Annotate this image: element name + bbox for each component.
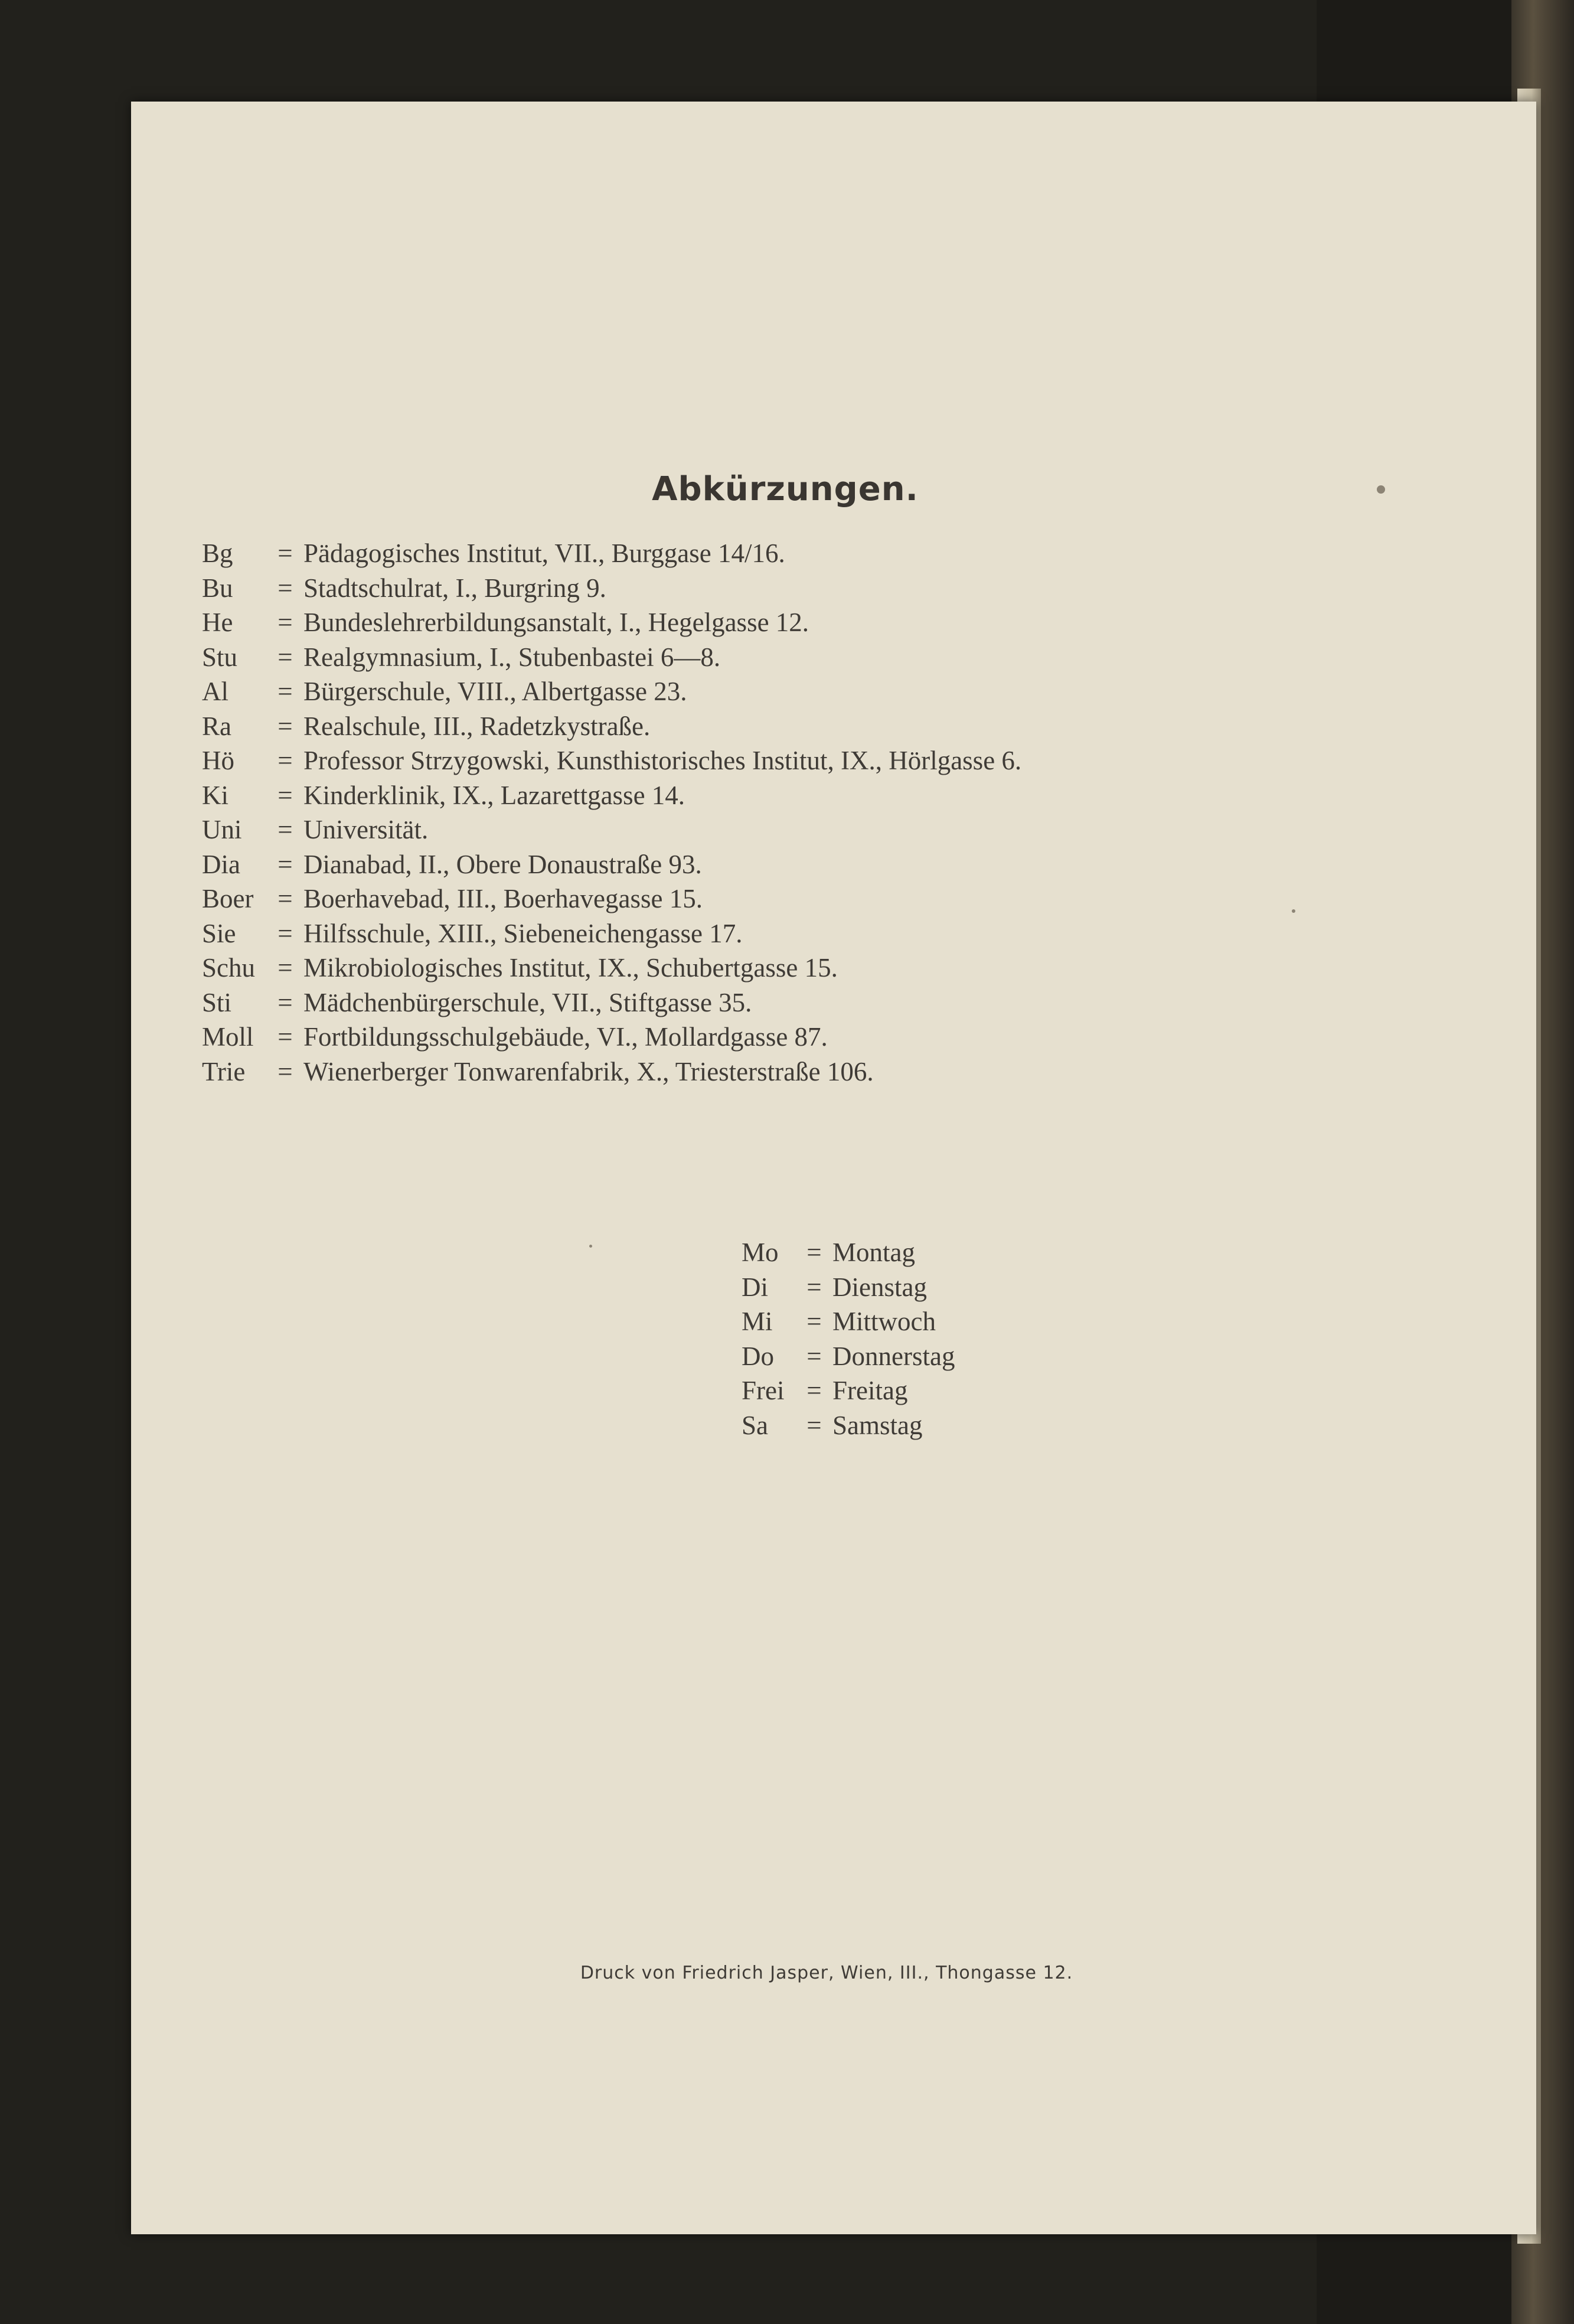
weekday-row xyxy=(742,1408,955,1443)
weekday-name: Montag xyxy=(832,1238,915,1267)
abbreviation-row xyxy=(202,951,1021,985)
abbreviation-meaning: Fortbildungsschulgebäude, VI., Mollardgasse 87. xyxy=(303,1022,828,1052)
weekday-name: Mittwoch xyxy=(832,1307,936,1336)
equals-sign: = xyxy=(277,573,293,603)
weekday-row xyxy=(742,1373,955,1408)
equals-sign: = xyxy=(277,953,293,983)
equals-sign: = xyxy=(277,884,293,913)
abbreviation-code: Ra xyxy=(202,711,231,741)
abbreviation-row xyxy=(202,536,1021,571)
abbreviation-code: He xyxy=(202,608,233,637)
abbreviation-row xyxy=(202,709,1021,744)
abbreviation-code: Moll xyxy=(202,1022,254,1052)
equals-sign: = xyxy=(277,677,293,706)
equals-sign: = xyxy=(277,1056,293,1086)
equals-sign: = xyxy=(277,608,293,637)
equals-sign: = xyxy=(277,987,293,1017)
abbreviation-row xyxy=(202,1055,1021,1089)
abbreviation-row xyxy=(202,743,1021,778)
abbreviation-row xyxy=(202,605,1021,640)
equals-sign: = xyxy=(277,711,293,741)
abbreviation-code: Sti xyxy=(202,987,232,1017)
paper-speck xyxy=(1377,485,1385,494)
abbreviation-row xyxy=(202,640,1021,675)
document-page xyxy=(131,102,1536,2234)
abbreviation-code: Uni xyxy=(202,815,242,844)
abbreviation-row xyxy=(202,1020,1021,1055)
abbreviation-meaning: Boerhavebad, III., Boerhavegasse 15. xyxy=(303,884,703,913)
abbreviation-row xyxy=(202,778,1021,813)
weekday-name: Donnerstag xyxy=(832,1341,955,1371)
abbreviation-row xyxy=(202,674,1021,709)
equals-sign: = xyxy=(806,1410,822,1440)
abbreviation-meaning: Mikrobiologisches Institut, IX., Schubertgasse 15. xyxy=(303,953,838,983)
abbreviation-row xyxy=(202,985,1021,1020)
abbreviation-meaning: Professor Strzygowski, Kunsthistorisches Institut, IX., Hörlgasse 6. xyxy=(303,746,1022,775)
abbreviation-meaning: Bürgerschule, VIII., Albertgasse 23. xyxy=(303,677,687,706)
paper-speck xyxy=(1292,909,1295,913)
weekday-row xyxy=(742,1304,955,1339)
equals-sign: = xyxy=(277,780,293,810)
equals-sign: = xyxy=(806,1376,822,1405)
weekday-row xyxy=(742,1235,955,1270)
abbreviation-meaning: Kinderklinik, IX., Lazarettgasse 14. xyxy=(303,780,685,810)
abbreviation-code: Schu xyxy=(202,953,255,983)
equals-sign: = xyxy=(806,1307,822,1336)
weekday-code: Mo xyxy=(742,1238,779,1267)
weekday-code: Do xyxy=(742,1341,774,1371)
abbreviation-code: Dia xyxy=(202,849,240,879)
abbreviation-meaning: Stadtschulrat, I., Burgring 9. xyxy=(303,573,606,603)
abbreviation-meaning: Hilfsschule, XIII., Siebeneichengasse 17. xyxy=(303,918,743,948)
abbreviation-row xyxy=(202,916,1021,951)
weekday-list xyxy=(742,1235,955,1442)
equals-sign: = xyxy=(277,1022,293,1052)
equals-sign: = xyxy=(277,746,293,775)
weekday-code: Sa xyxy=(742,1410,768,1440)
abbreviation-meaning: Bundeslehrerbildungsanstalt, I., Hegelgasse 12. xyxy=(303,608,809,637)
abbreviation-code: Bg xyxy=(202,538,233,568)
equals-sign: = xyxy=(277,642,293,672)
equals-sign: = xyxy=(806,1341,822,1371)
abbreviation-list xyxy=(202,536,1021,1089)
abbreviation-meaning: Pädagogisches Institut, VII., Burggase 14/16. xyxy=(303,538,785,568)
abbreviation-code: Bu xyxy=(202,573,233,603)
weekday-code: Mi xyxy=(742,1307,773,1336)
equals-sign: = xyxy=(277,918,293,948)
abbreviation-row xyxy=(202,847,1021,882)
weekday-code: Di xyxy=(742,1272,768,1302)
abbreviation-code: Boer xyxy=(202,884,254,913)
abbreviation-code: Trie xyxy=(202,1056,246,1086)
abbreviation-code: Hö xyxy=(202,746,234,775)
abbreviation-row xyxy=(202,571,1021,606)
weekday-name: Dienstag xyxy=(832,1272,927,1302)
equals-sign: = xyxy=(277,815,293,844)
abbreviation-meaning: Universität. xyxy=(303,815,429,844)
weekday-row xyxy=(742,1339,955,1374)
abbreviation-meaning: Mädchenbürgerschule, VII., Stiftgasse 35. xyxy=(303,987,752,1017)
abbreviation-row xyxy=(202,812,1021,847)
weekday-name: Samstag xyxy=(832,1410,923,1440)
weekday-name: Freitag xyxy=(832,1376,908,1405)
abbreviation-meaning: Realschule, III., Radetzkystraße. xyxy=(303,711,651,741)
abbreviation-code: Al xyxy=(202,677,228,706)
abbreviation-meaning: Wienerberger Tonwarenfabrik, X., Triesterstraße 106. xyxy=(303,1056,874,1086)
equals-sign: = xyxy=(277,849,293,879)
abbreviation-code: Ki xyxy=(202,780,228,810)
equals-sign: = xyxy=(277,538,293,568)
printer-imprint: Druck von Friedrich Jasper, Wien, III., Thongasse 12. xyxy=(580,1963,1073,1983)
paper-speck xyxy=(589,1245,592,1248)
equals-sign: = xyxy=(806,1272,822,1302)
weekday-row xyxy=(742,1270,955,1305)
abbreviation-code: Stu xyxy=(202,642,238,672)
abbreviation-row xyxy=(202,882,1021,916)
abbreviation-meaning: Realgymnasium, I., Stubenbastei 6—8. xyxy=(303,642,721,672)
weekday-code: Frei xyxy=(742,1376,785,1405)
page-title: Abkürzungen. xyxy=(652,470,919,508)
abbreviation-code: Sie xyxy=(202,918,236,948)
equals-sign: = xyxy=(806,1238,822,1267)
abbreviation-meaning: Dianabad, II., Obere Donaustraße 93. xyxy=(303,849,702,879)
